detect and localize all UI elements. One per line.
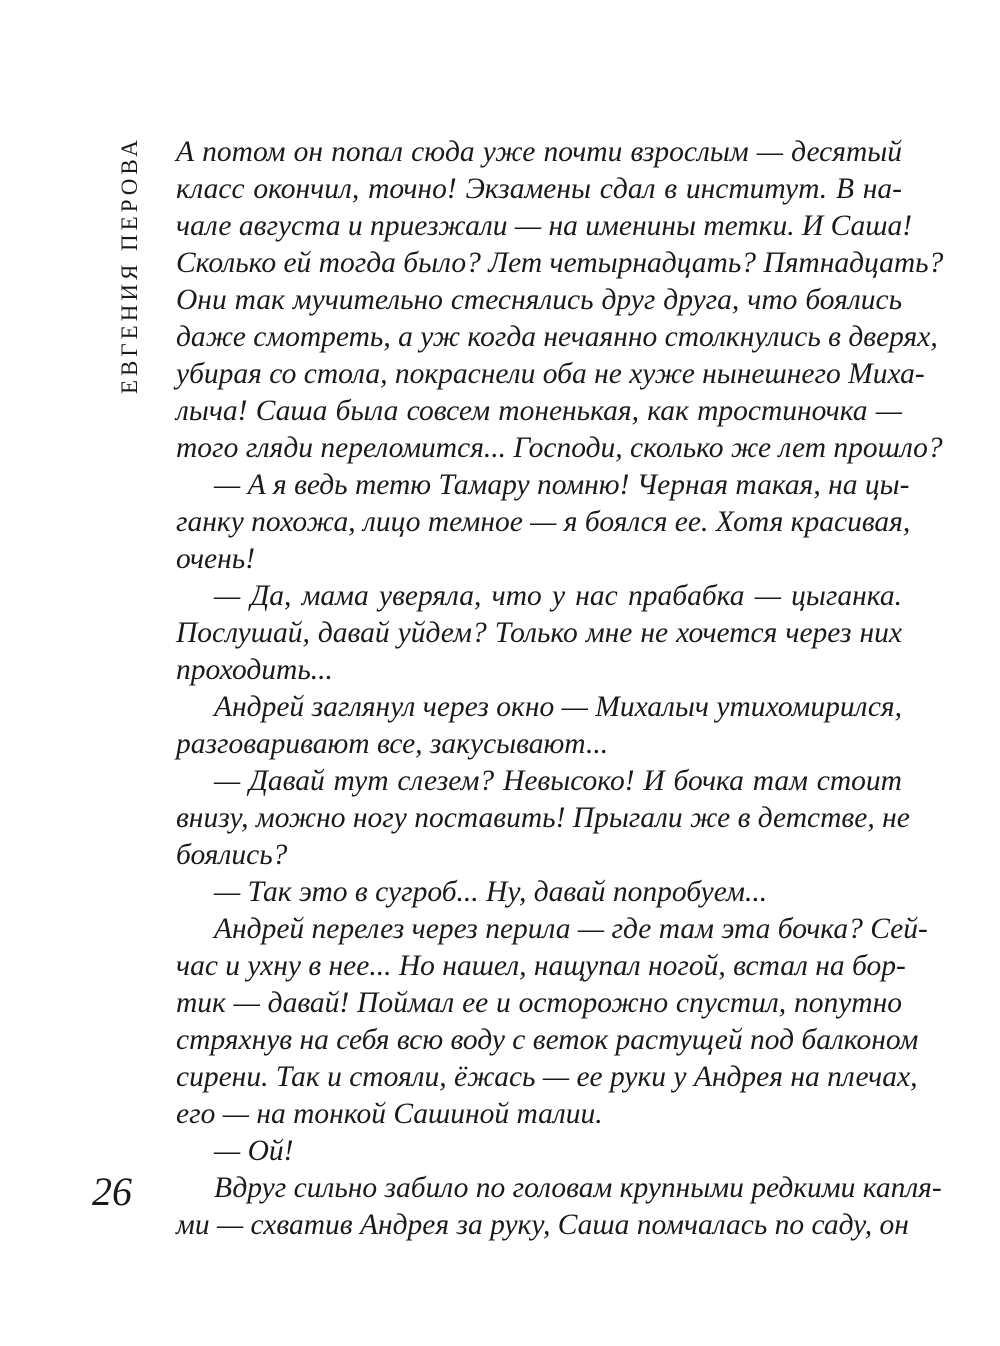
text-line: разговаривают все, закусывают...: [176, 728, 609, 760]
text-line: даже смотреть, а уж когда нечаянно столкнулись в дверях,: [176, 321, 938, 353]
page-number: 26: [92, 1169, 132, 1214]
text-line: — Да, мама уверяла, что у нас прабабка — цыганка.: [214, 580, 902, 612]
text-line: А потом он попал сюда уже почти взрослым — десятый: [176, 136, 902, 168]
text-line: того гляди переломится... Господи, сколько же лет прошло?: [176, 432, 943, 464]
text-line: час и ухну в нее... Но нашел, нащупал ногой, встал на бор-: [176, 950, 906, 982]
text-line: — Ой!: [214, 1135, 294, 1167]
text-line: Послушай, давай уйдем? Только мне не хочется через них: [176, 617, 902, 649]
text-line: чале августа и приезжали — на именины тетки. И Саша!: [176, 210, 913, 242]
text-line: класс окончил, точно! Экзамены сдал в институт. В на-: [176, 173, 902, 205]
text-line: проходить...: [176, 654, 333, 686]
text-line: — Так это в сугроб... Ну, давай попробуем...: [214, 876, 768, 908]
text-line: Андрей заглянул через окно — Михалыч утихомирился,: [214, 691, 902, 723]
text-line: ми — схватив Андрея за руку, Саша помчалась по саду, он: [176, 1209, 909, 1241]
body-text: [176, 134, 944, 1244]
text-line: очень!: [176, 543, 256, 575]
text-line: стряхнув на себя всю воду с веток растущей под балконом: [176, 1024, 919, 1056]
text-line: боялись?: [176, 839, 288, 871]
text-line: его — на тонкой Сашиной талии.: [176, 1098, 603, 1130]
text-line: тик — давай! Поймал ее и осторожно спустил, попутно: [176, 987, 902, 1019]
text-line: сирени. Так и стояли, ёжась — ее руки у Андрея на плечах,: [176, 1061, 918, 1093]
text-line: лыча! Саша была совсем тоненькая, как тростиночка —: [176, 395, 902, 427]
text-line: — Давай тут слезем? Невысоко! И бочка там стоит: [214, 765, 902, 797]
text-line: ганку похожа, лицо темное — я боялся ее. Хотя красивая,: [176, 506, 911, 538]
text-line: внизу, можно ногу поставить! Прыгали же в детстве, не: [176, 802, 910, 834]
text-line: Сколько ей тогда было? Лет четырнадцать? Пятнадцать?: [176, 247, 944, 279]
text-line: убирая со стола, покраснели оба не хуже нынешнего Миха-: [176, 358, 925, 390]
text-line: Они так мучительно стеснялись друг друга, что боялись: [176, 284, 902, 316]
text-line: Вдруг сильно забило по головам крупными редкими капля-: [214, 1172, 942, 1204]
text-line: — А я ведь тетю Тамару помню! Черная такая, на цы-: [214, 469, 910, 501]
running-head-author: ЕВГЕНИЯ ПЕРОВА: [117, 136, 142, 394]
text-line: Андрей перелез через перила — где там эта бочка? Сей-: [214, 913, 928, 945]
